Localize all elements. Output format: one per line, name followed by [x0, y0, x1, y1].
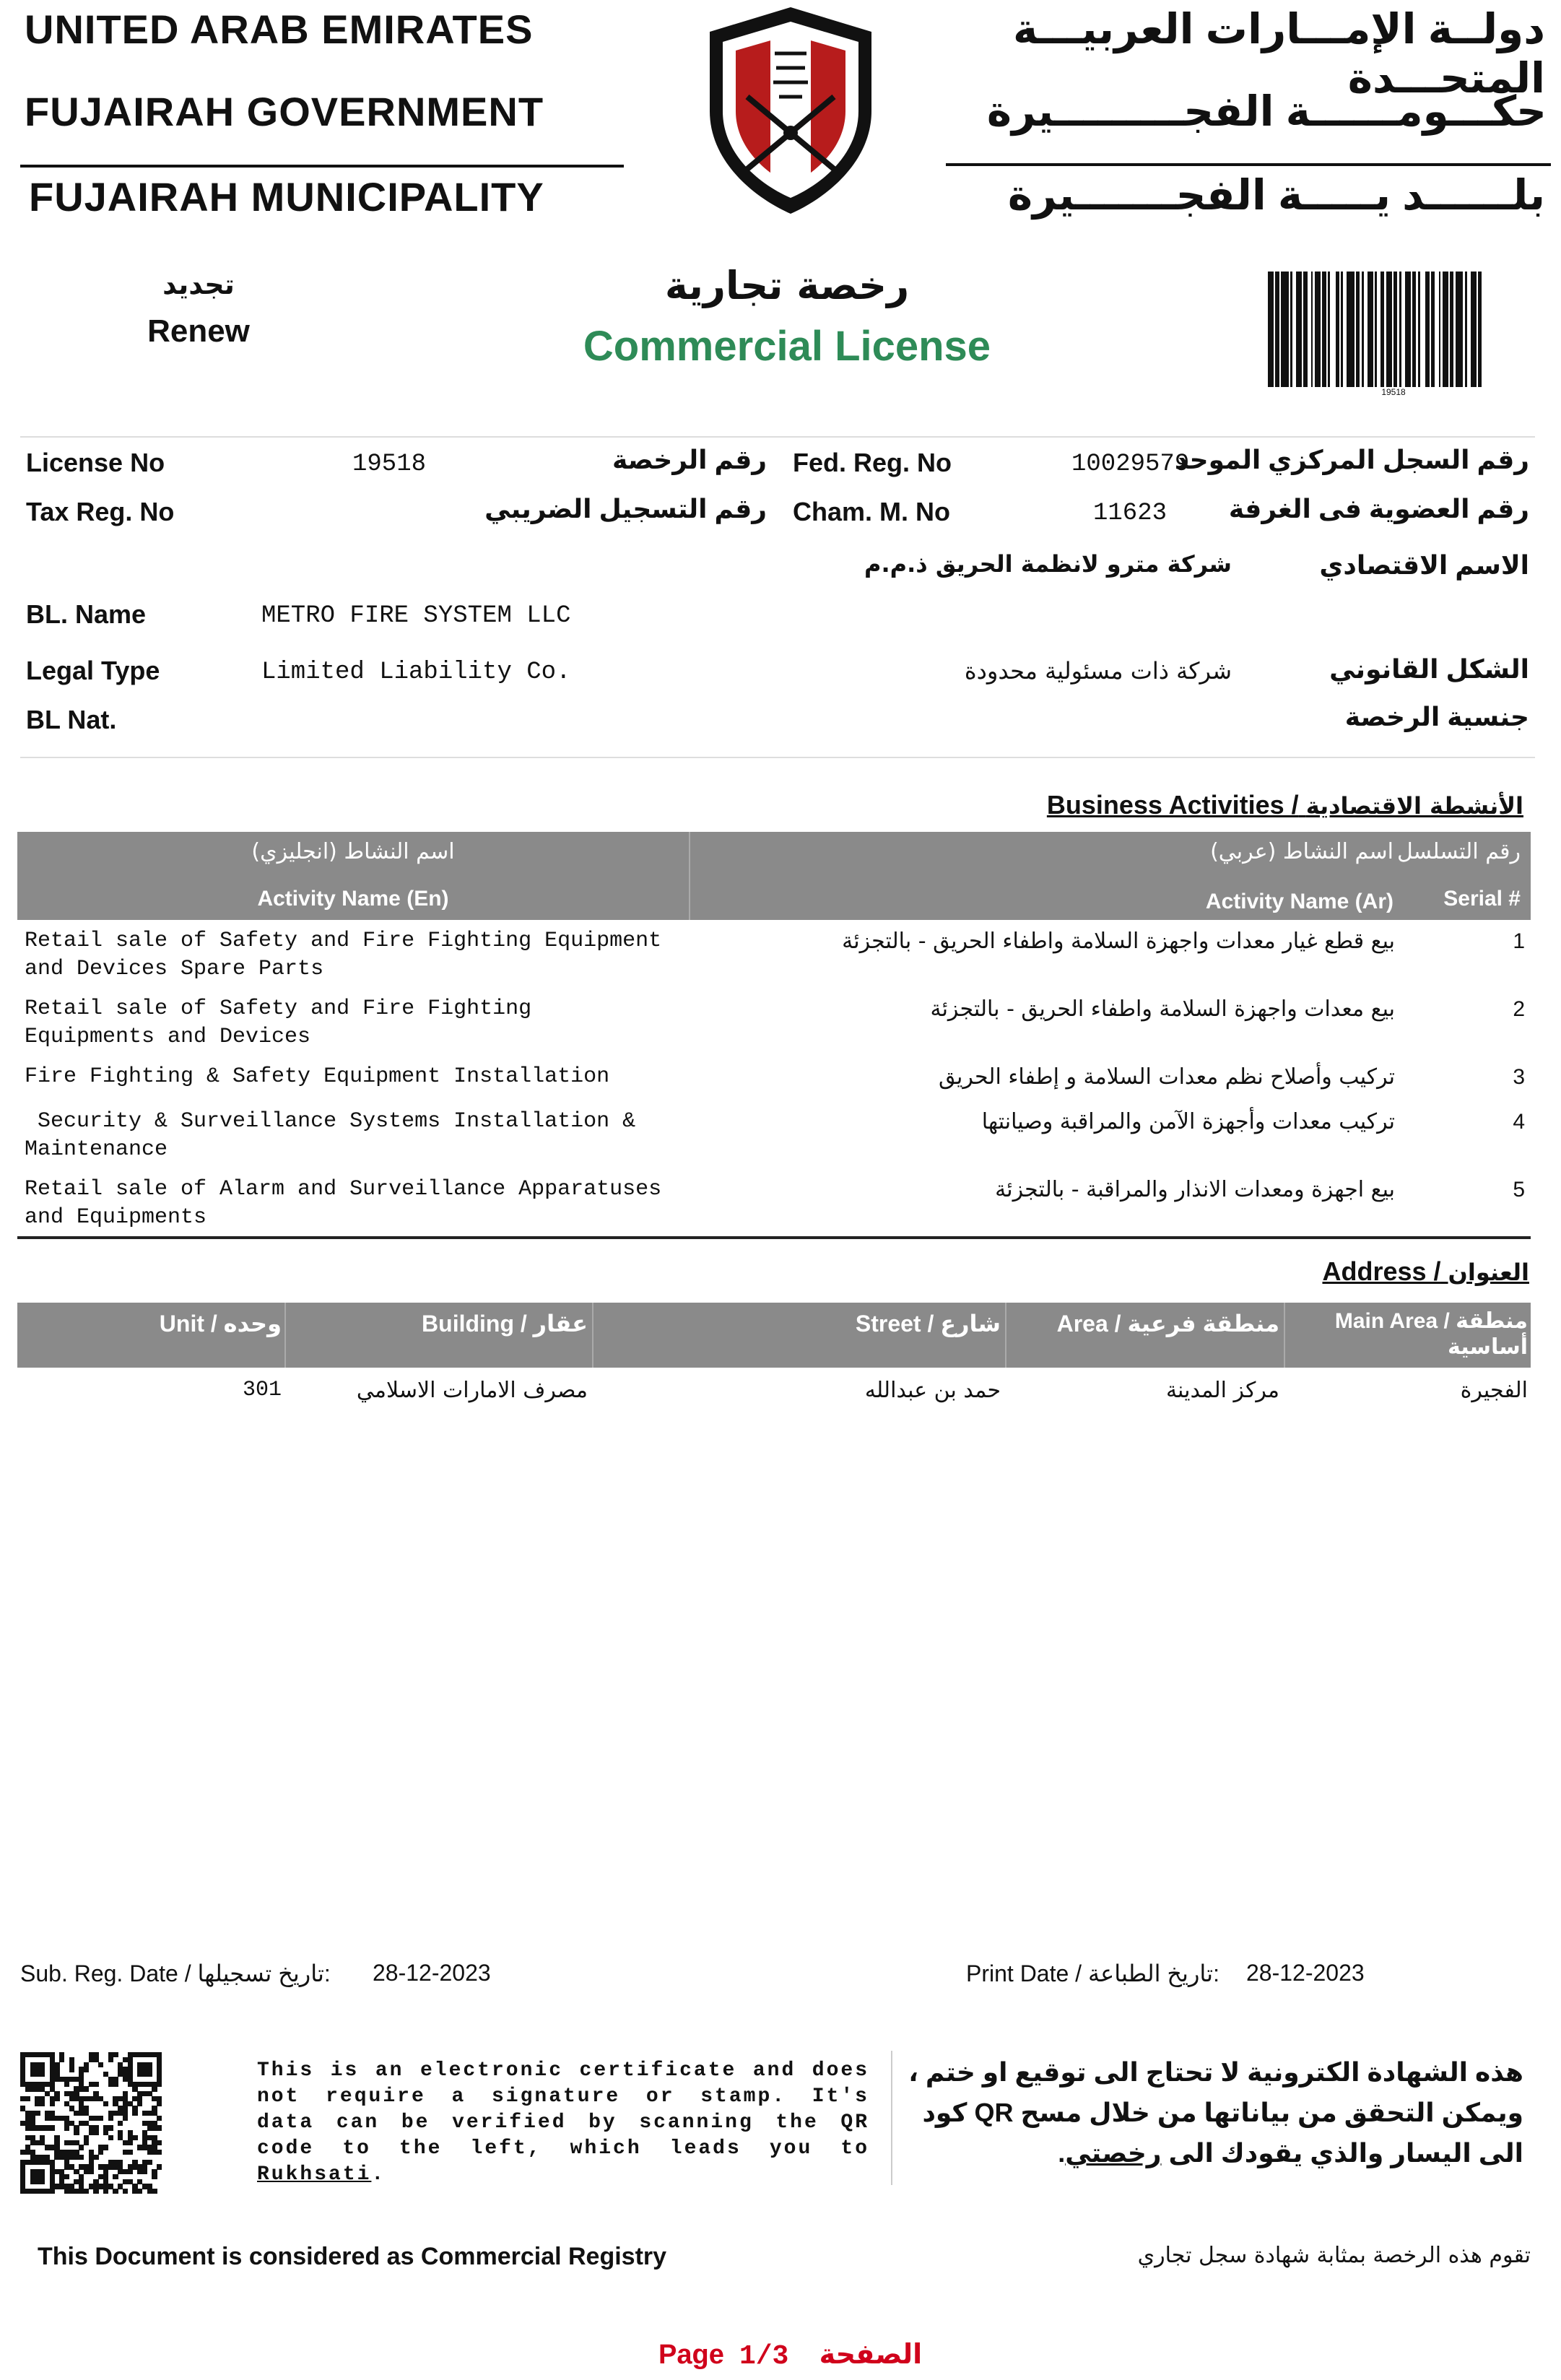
barcode-bar — [1450, 272, 1453, 387]
barcode-bar — [1281, 272, 1288, 387]
address-col-div-1 — [284, 1303, 286, 1368]
qr-module — [108, 2116, 113, 2121]
col-name-ar: Activity Name (Ar) — [1205, 890, 1393, 913]
verification-qr-code[interactable] — [20, 2052, 162, 2194]
address-col-div-4 — [1284, 1303, 1285, 1368]
fed-reg-label-ar: رقم السجل المركزي الموحد — [1174, 445, 1529, 474]
barcode — [1268, 272, 1522, 387]
qr-module — [93, 2130, 98, 2135]
activity-row-4-ar: تركيب معدات وأجهزة الآمن والمراقبة وصيانتها — [981, 1109, 1395, 1134]
notice-ar-line-3 — [888, 2133, 1523, 2173]
qr-module — [132, 2135, 137, 2140]
barcode-bar — [1362, 272, 1364, 387]
qr-module — [59, 2057, 64, 2062]
qr-module — [84, 2086, 89, 2091]
qr-module — [84, 2140, 89, 2145]
notice-ar-line-1: هذه الشهادة الكترونية لا تحتاج الى توقيع او ختم ، — [908, 2057, 1523, 2087]
registry-note-en: This Document is considered as Commercial Registry — [38, 2243, 667, 2270]
qr-module — [113, 2082, 118, 2087]
activity-row-1-ar: بيع قطع غيار معدات واجهزة السلامة واطفاء الحريق - بالتجزئة — [842, 929, 1395, 954]
qr-module — [152, 2189, 157, 2194]
qr-module — [152, 2174, 157, 2179]
page-indicator — [658, 2338, 922, 2372]
qr-module — [74, 2130, 79, 2135]
qr-module — [50, 2125, 55, 2130]
print-date-label: Print Date / تاريخ الطباعة: — [966, 1960, 1219, 1986]
qr-module — [89, 2169, 94, 2174]
notice-en — [257, 2058, 869, 2188]
address-col-area: Area / منطقة فرعية — [1056, 1311, 1279, 1337]
barcode-bar — [1336, 272, 1339, 387]
qr-module — [64, 2125, 69, 2130]
activity-row-1-serial: 1 — [1513, 929, 1525, 953]
barcode-bar — [1375, 272, 1377, 387]
col-serial-ar: رقم التسلسل — [1396, 839, 1521, 864]
qr-module — [113, 2052, 118, 2057]
qr-module — [128, 2169, 133, 2174]
qr-module — [69, 2067, 74, 2072]
barcode-bar — [1290, 272, 1292, 387]
qr-module — [40, 2072, 45, 2077]
address-main-area-value: الفجيرة — [1460, 1378, 1528, 1403]
qr-module — [64, 2174, 69, 2179]
bl-name-label: BL. Name — [26, 599, 147, 629]
barcode-bar — [1465, 272, 1467, 387]
notice-ar-line-3-text: الى اليسار والذي يقودك الى — [1168, 2138, 1523, 2168]
barcode-bar — [1456, 272, 1463, 387]
activity-row-5-en: Retail sale of Alarm and Surveillance Apparatuses and Equipments — [25, 1177, 662, 1230]
rukhsati-link[interactable]: Rukhsati — [257, 2163, 372, 2186]
address-col-main-area: Main Area / منطقة أساسية — [1334, 1309, 1528, 1359]
qr-module — [118, 2121, 123, 2126]
address-col-building: Building / عقار — [422, 1311, 588, 1337]
print-date-value: 28-12-2023 — [1246, 1960, 1365, 1986]
barcode-bar — [1418, 272, 1420, 387]
notice-ar-line-2: ويمكن التحقق من بياناتها من خلال مسح QR كود — [922, 2098, 1523, 2127]
qr-module — [113, 2174, 118, 2179]
cham-label-ar: رقم العضوية فى الغرفة — [1228, 494, 1529, 524]
qr-module — [79, 2155, 84, 2160]
activity-row-5-ar: بيع اجهزة ومعدات الانذار والمراقبة - بالتجزئة — [995, 1177, 1395, 1202]
page-label: Page — [658, 2340, 724, 2370]
bl-nat-label: BL Nat. — [26, 705, 117, 734]
fed-reg-label: Fed. Reg. No — [793, 448, 952, 477]
license-no-label: License No — [26, 448, 165, 477]
page-label-ar: الصفحة — [819, 2338, 923, 2370]
qr-module — [157, 2164, 162, 2169]
cham-value: 11623 — [1093, 500, 1168, 527]
qr-module — [103, 2189, 108, 2194]
activities-bottom-rule — [17, 1236, 1531, 1239]
renew-en: Renew — [147, 313, 250, 349]
activity-row-4-serial: 4 — [1513, 1110, 1525, 1134]
rukhsati-link-ar[interactable]: رخصتي — [1065, 2138, 1162, 2168]
fujairah-emblem-icon — [704, 3, 877, 218]
tax-reg-label-ar: رقم التسجيل الضريبي — [484, 494, 767, 524]
barcode-bar — [1347, 272, 1354, 387]
qr-module — [152, 2086, 157, 2091]
barcode-bar — [1296, 272, 1302, 387]
activity-row-4-en: Security & Surveillance Systems Installation & Maintenance — [25, 1109, 649, 1162]
barcode-bar — [1405, 272, 1411, 387]
qr-module — [157, 2125, 162, 2130]
econ-name-ar-value: شركة مترو لانظمة الحريق ذ.م.م — [864, 550, 1232, 578]
barcode-bar — [1322, 272, 1326, 387]
qr-module — [132, 2111, 137, 2116]
address-street-value: حمد بن عبدالله — [864, 1378, 1001, 1403]
col-serial: Serial # — [1443, 887, 1521, 911]
qr-module — [93, 2189, 98, 2194]
barcode-bar — [1471, 272, 1477, 387]
registry-note-ar: تقوم هذه الرخصة بمثابة شهادة سجل تجاري — [1137, 2243, 1531, 2268]
barcode-bar — [1431, 272, 1435, 387]
license-no-label-ar: رقم الرخصة — [612, 445, 767, 474]
econ-name-label-ar: الاسم الاقتصادي — [1319, 550, 1529, 580]
municipality-ar: بلــــــد يـــــة الفجـــــــيرة — [1007, 172, 1545, 219]
tax-reg-label: Tax Reg. No — [26, 497, 175, 526]
qr-module — [64, 2082, 69, 2087]
qr-module — [98, 2062, 103, 2067]
barcode-number: 19518 — [1381, 387, 1406, 397]
qr-module — [84, 2189, 89, 2194]
barcode-bar — [1311, 272, 1313, 387]
qr-module — [113, 2189, 118, 2194]
qr-module — [147, 2072, 152, 2077]
address-col-street: Street / شارع — [855, 1311, 1001, 1337]
qr-module — [35, 2111, 40, 2116]
qr-module — [79, 2145, 84, 2150]
sub-reg-date-label: Sub. Reg. Date / تاريخ تسجيلها: — [20, 1960, 331, 1986]
address-section-title — [1322, 1256, 1529, 1287]
qr-module — [93, 2155, 98, 2160]
qr-module — [103, 2145, 108, 2150]
government-en: FUJAIRAH GOVERNMENT — [25, 89, 544, 134]
license-no-value: 19518 — [352, 451, 427, 478]
bl-nat-label-ar: جنسية الرخصة — [1344, 702, 1529, 731]
address-title-en: Address / — [1322, 1256, 1441, 1286]
qr-module — [108, 2135, 113, 2140]
activity-row-2-ar: بيع معدات واجهزة السلامة واطفاء الحريق - بالتجزئة — [930, 996, 1395, 1022]
barcode-bar — [1393, 272, 1397, 387]
qr-module — [108, 2125, 113, 2130]
qr-module — [157, 2140, 162, 2145]
fed-reg-value: 10029579 — [1071, 451, 1190, 478]
barcode-bar — [1367, 272, 1373, 387]
qr-module — [84, 2067, 89, 2072]
activity-row-3-en: Fire Fighting & Safety Equipment Installation — [25, 1064, 610, 1089]
barcode-bar — [1443, 272, 1448, 387]
barcode-bar — [1399, 272, 1401, 387]
barcode-bar — [1303, 272, 1307, 387]
barcode-bar — [1380, 272, 1384, 387]
activities-section-title — [1047, 790, 1523, 820]
bl-name-value: METRO FIRE SYSTEM LLC — [261, 602, 571, 630]
address-col-div-2 — [592, 1303, 593, 1368]
address-unit-value: 301 — [242, 1378, 282, 1402]
legal-type-label-ar: الشكل القانوني — [1329, 654, 1529, 684]
qr-module — [157, 2116, 162, 2121]
qr-module — [54, 2096, 59, 2101]
activities-title-en: Business Activities / — [1046, 790, 1299, 820]
details-top-divider — [20, 436, 1535, 438]
qr-module — [25, 2096, 30, 2101]
col-name-en-ar: اسم النشاط (انجليزي) — [251, 839, 455, 864]
country-ar: دولــة الإمـــارات العربيـــة المتحـــدة — [1012, 6, 1545, 102]
license-title-en: Commercial License — [583, 323, 991, 370]
country-en: UNITED ARAB EMIRATES — [25, 6, 534, 52]
cham-label: Cham. M. No — [793, 497, 951, 526]
barcode-bar — [1356, 272, 1360, 387]
header-rule-right — [946, 163, 1551, 166]
activities-title-ar: الأنشطة الاقتصادية — [1305, 792, 1523, 820]
qr-module — [142, 2169, 147, 2174]
address-col-div-3 — [1005, 1303, 1006, 1368]
government-ar: حكـــومــــــة الفجـــــــــيرة — [986, 88, 1547, 135]
qr-module — [137, 2101, 142, 2106]
qr-module — [157, 2150, 162, 2155]
qr-module — [157, 2082, 162, 2087]
activities-header-divider — [689, 832, 690, 920]
legal-type-label: Legal Type — [26, 656, 160, 685]
qr-module — [137, 2189, 142, 2194]
qr-module — [128, 2140, 133, 2145]
barcode-bar — [1412, 272, 1416, 387]
qr-module — [98, 2116, 103, 2121]
notice-ar-line-3-end: . — [1058, 2138, 1066, 2168]
barcode-bar — [1268, 272, 1274, 387]
renew-ar: تجديد — [162, 269, 235, 300]
address-area-value: مركز المدينة — [1165, 1378, 1279, 1403]
qr-module — [123, 2189, 128, 2194]
activity-row-3-serial: 3 — [1513, 1065, 1525, 1089]
qr-module — [128, 2150, 133, 2155]
activity-row-2-serial: 2 — [1513, 997, 1525, 1021]
qr-module — [108, 2057, 113, 2062]
qr-module — [40, 2101, 45, 2106]
notice-en-end: . — [371, 2163, 386, 2186]
barcode-bar — [1275, 272, 1279, 387]
barcode-bar — [1439, 272, 1441, 387]
qr-module — [40, 2179, 45, 2184]
qr-module — [50, 2189, 55, 2194]
col-name-ar-ar: اسم النشاط (عربي) — [1210, 839, 1393, 864]
qr-module — [157, 2101, 162, 2106]
barcode-bar — [1315, 272, 1321, 387]
qr-module — [103, 2101, 108, 2106]
details-bottom-divider — [20, 757, 1535, 758]
notice-en-text: This is an electronic certificate and does not require a signature or stamp. It's data can be verified by scanning the QR code to the left, which leads you to — [257, 2059, 869, 2160]
qr-module — [50, 2101, 55, 2106]
barcode-bar — [1425, 272, 1429, 387]
activity-row-2-en: Retail sale of Safety and Fire Fighting Equipments and Devices — [25, 996, 532, 1049]
barcode-bar — [1478, 272, 1482, 387]
barcode-bar — [1386, 272, 1392, 387]
activity-row-3-ar: تركيب وأصلاح نظم معدات السلامة و إطفاء الحريق — [939, 1064, 1395, 1090]
sub-reg-date-value: 28-12-2023 — [373, 1960, 491, 1986]
page-value: 1/3 — [739, 2341, 789, 2372]
address-title-ar: العنوان — [1448, 1259, 1529, 1286]
col-name-en: Activity Name (En) — [257, 887, 449, 911]
notice-ar — [888, 2052, 1523, 2173]
municipality-en: FUJAIRAH MUNICIPALITY — [29, 174, 544, 220]
legal-type-value: Limited Liability Co. — [261, 659, 571, 686]
address-building-value: مصرف الامارات الاسلامي — [356, 1378, 588, 1403]
barcode-bar — [1341, 272, 1343, 387]
qr-module — [123, 2116, 128, 2121]
license-title-ar: رخصة تجارية — [664, 263, 910, 308]
qr-module — [147, 2160, 152, 2165]
legal-type-ar-value: شركة ذات مسئولية محدودة — [964, 657, 1232, 685]
header-rule-left — [20, 165, 624, 168]
qr-module — [98, 2150, 103, 2155]
qr-module — [93, 2082, 98, 2087]
activity-row-1-en: Retail sale of Safety and Fire Fighting Equipment and Devices Spare Parts — [25, 929, 662, 981]
activity-row-5-serial: 5 — [1513, 1178, 1525, 1202]
barcode-bar — [1328, 272, 1330, 387]
address-col-unit: Unit / وحده — [159, 1311, 282, 1337]
